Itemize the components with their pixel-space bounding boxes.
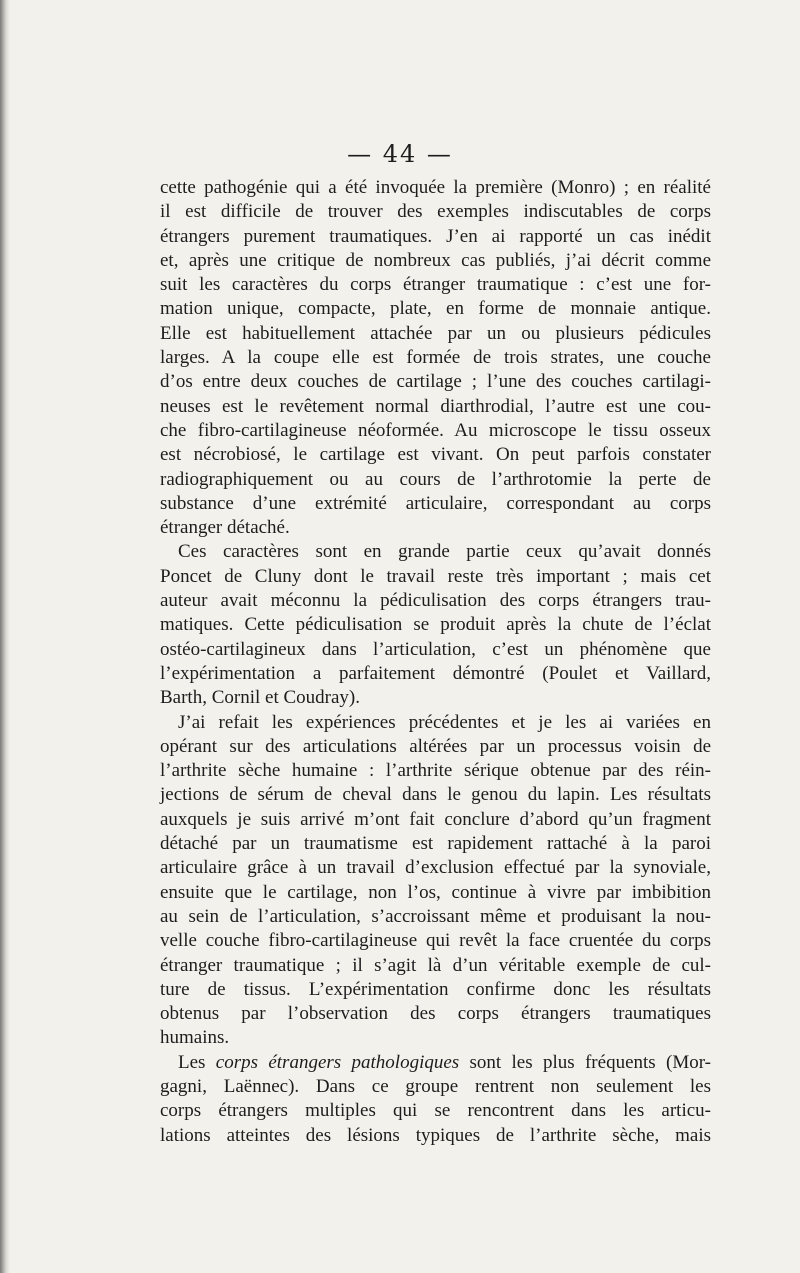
text-line: auxquels je suis arrivé m’ont fait conclure d’abord qu’un fragment xyxy=(160,808,711,830)
text-line: il est difficile de trouver des exemples indiscutables de corps xyxy=(160,201,711,223)
text-line: velle couche fibro-cartilagineuse qui revêt la face cruentée du corps xyxy=(160,930,711,952)
text-run: Les xyxy=(178,1051,216,1073)
text-line: substance d’une extrémité articulaire, correspondant au corps xyxy=(160,492,711,514)
text-line: articulaire grâce à un travail d’exclusion effectué par la synoviale, xyxy=(160,857,711,879)
text-line: larges. A la coupe elle est formée de trois strates, une couche xyxy=(160,347,711,369)
text-line: Elle est habituellement attachée par un ou plusieurs pédicules xyxy=(160,322,711,344)
italic-term: corps étrangers pathologiques xyxy=(215,1051,460,1073)
text-line: suit les caractères du corps étranger traumatique : c’est une for- xyxy=(160,274,711,296)
text-line: ostéo-cartilagineux dans l’articulation, c’est un phénomène que xyxy=(160,638,711,660)
text-line: obtenus par l’observation des corps étrangers traumatiques xyxy=(160,1003,711,1025)
paragraph xyxy=(160,176,711,540)
text-run: sont les plus fréquents (Mor- xyxy=(459,1051,712,1073)
text-line: radiographiquement ou au cours de l’arthrotomie la perte de xyxy=(160,468,711,490)
text-line: l’arthrite sèche humaine : l’arthrite sérique obtenue par des réin- xyxy=(160,760,711,782)
text-line: lations atteintes des lésions typiques de l’arthrite sèche, mais xyxy=(160,1124,711,1146)
text-line: gagni, Laënnec). Dans ce groupe rentrent non seulement les xyxy=(160,1075,711,1097)
text-line: corps étrangers multiples qui se rencontrent dans les articu- xyxy=(160,1100,711,1122)
text-line: d’os entre deux couches de cartilage ; l’une des couches cartilagi- xyxy=(160,371,711,393)
text-line: Barth, Cornil et Coudray). xyxy=(160,687,360,709)
body-text xyxy=(160,176,711,1148)
text-line: matiques. Cette pédiculisation se produit après la chute de l’éclat xyxy=(160,614,711,636)
text-line: che fibro-cartilagineuse néoformée. Au microscope le tissu osseux xyxy=(160,419,711,441)
text-line: humains. xyxy=(160,1027,230,1049)
text-line xyxy=(160,1051,711,1075)
text-line: mation unique, compacte, plate, en forme de monnaie antique. xyxy=(160,298,711,320)
text-line: neuses est le revêtement normal diarthrodial, l’autre est une cou- xyxy=(160,395,711,417)
text-line: auteur avait méconnu la pédiculisation des corps étrangers trau- xyxy=(160,590,711,612)
text-line: étranger traumatique ; il s’agit là d’un véritable exemple de cul- xyxy=(160,954,711,976)
text-line: opérant sur des articulations altérées par un processus voisin de xyxy=(160,735,711,757)
text-line: est nécrobiosé, le cartilage est vivant. On peut parfois constater xyxy=(160,444,711,466)
text-line: étrangers purement traumatiques. J’en ai rapporté un cas inédit xyxy=(160,225,711,247)
text-line: l’expérimentation a parfaitement démontré (Poulet et Vaillard, xyxy=(160,662,711,684)
text-line: au sein de l’articulation, s’accroissant même et produisant la nou- xyxy=(160,905,711,927)
text-line: ture de tissus. L’expérimentation confirme donc les résultats xyxy=(160,978,711,1000)
text-line: ensuite que le cartilage, non l’os, continue à vivre par imbibition xyxy=(160,881,711,903)
paragraph xyxy=(160,711,711,1051)
text-line: Poncet de Cluny dont le travail reste très important ; mais cet xyxy=(160,565,711,587)
text-line: J’ai refait les expériences précédentes et je les ai variées en xyxy=(178,711,711,733)
text-line: et, après une critique de nombreux cas publiés, j’ai décrit comme xyxy=(160,249,711,271)
paragraph xyxy=(160,540,711,710)
text-line: détaché par un traumatisme est rapidement rattaché à la paroi xyxy=(160,833,711,855)
text-line: cette pathogénie qui a été invoquée la première (Monro) ; en réalité xyxy=(160,177,711,198)
text-line: jections de sérum de cheval dans le genou du lapin. Les résultats xyxy=(160,784,711,806)
text-line: Ces caractères sont en grande partie ceux qu’avait donnés xyxy=(178,541,711,563)
text-line: étranger détaché. xyxy=(160,517,290,539)
paragraph xyxy=(160,1051,711,1148)
page-number: — 44 — xyxy=(347,140,453,168)
page-edge-shadow xyxy=(0,0,10,1273)
